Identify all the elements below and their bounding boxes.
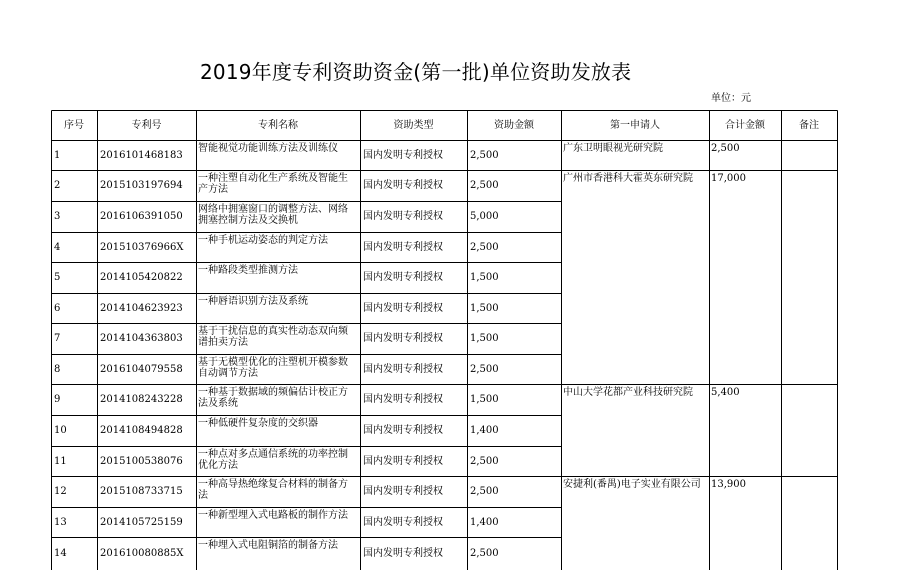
applicant-cell: 广东卫明眼视光研究院 (563, 143, 663, 154)
row-type: 国内发明专利授权 (363, 180, 443, 191)
header-applicant: 第一申请人 (610, 119, 660, 131)
row-type: 国内发明专利授权 (363, 455, 443, 467)
total-cell: 13,900 (711, 479, 746, 490)
page-title: 2019年度专利资助资金(第一批)单位资助发放表 (200, 60, 632, 84)
row-amount: 1,500 (470, 272, 499, 283)
row-patent-no: 2015103197694 (100, 180, 183, 191)
row-no: 12 (54, 486, 67, 497)
row-patent-name: 智能视觉功能训练方法及训练仪 (198, 143, 338, 154)
header-remark: 备注 (799, 119, 819, 131)
row-patent-name: 一种低硬件复杂度的交织器 (198, 418, 318, 429)
row-patent-no: 2015108733715 (100, 486, 183, 497)
row-patent-name: 一种高导热绝缘复合材料的制备方法 (198, 479, 348, 501)
row-type: 国内发明专利授权 (363, 241, 443, 253)
row-amount: 1,500 (470, 333, 499, 344)
applicant-cell: 中山大学花都产业科技研究院 (563, 387, 693, 398)
row-patent-name: 一种新型埋入式电路板的制作方法 (198, 510, 348, 521)
header-patent-name: 专利名称 (258, 119, 298, 131)
row-no: 4 (54, 241, 61, 253)
row-patent-no: 2014108243228 (100, 394, 183, 405)
row-type: 国内发明专利授权 (363, 211, 443, 222)
total-cell: 2,500 (711, 143, 740, 154)
row-patent-name: 一种埋入式电阻铜箔的制备方法 (198, 540, 338, 551)
row-type: 国内发明专利授权 (363, 548, 443, 559)
total-cell: 17,000 (711, 173, 746, 184)
row-patent-no: 2014105420822 (100, 272, 183, 283)
row-patent-name: 一种手机运动姿态的判定方法 (198, 235, 328, 246)
row-type: 国内发明专利授权 (363, 149, 443, 161)
row-patent-no: 2016106391050 (100, 211, 183, 222)
row-no: 7 (54, 333, 61, 344)
row-patent-no: 2016104079558 (100, 363, 183, 375)
row-patent-name: 基于干扰信息的真实性动态双向频谱拍卖方法 (198, 326, 348, 348)
header-amount: 资助金额 (494, 119, 534, 131)
row-no: 11 (54, 455, 67, 467)
row-type: 国内发明专利授权 (363, 272, 443, 283)
remark-cell (781, 384, 837, 476)
row-patent-name: 一种注塑自动化生产系统及智能生产方法 (198, 173, 348, 195)
remark-cell (781, 476, 837, 570)
row-patent-name: 网络中拥塞窗口的调整方法、网络拥塞控制方法及交换机 (198, 204, 348, 226)
row-patent-no: 2014108494828 (100, 425, 183, 436)
row-amount: 2,500 (470, 548, 499, 559)
row-no: 3 (54, 211, 61, 222)
header-type: 资助类型 (393, 119, 434, 131)
row-amount: 2,500 (470, 455, 499, 467)
row-type: 国内发明专利授权 (363, 302, 443, 314)
row-patent-no: 2014104363803 (100, 333, 183, 344)
row-no: 6 (54, 302, 61, 314)
row-no: 2 (54, 180, 61, 191)
row-type: 国内发明专利授权 (363, 425, 443, 436)
row-type: 国内发明专利授权 (363, 363, 443, 375)
row-patent-no: 201510376966X (100, 241, 184, 253)
total-cell: 5,400 (711, 387, 740, 398)
row-no: 9 (54, 394, 61, 405)
row-patent-name: 一种基于数据域的频偏估计校正方法及系统 (198, 387, 348, 409)
row-patent-no: 201610080885X (100, 548, 184, 559)
row-type: 国内发明专利授权 (363, 516, 443, 528)
row-no: 5 (54, 272, 61, 283)
row-amount: 1,400 (470, 516, 499, 528)
remark-cell (781, 140, 837, 170)
row-amount: 2,500 (470, 149, 499, 161)
row-no: 8 (54, 363, 61, 375)
remark-cell (781, 170, 837, 384)
row-amount: 2,500 (470, 486, 499, 497)
row-type: 国内发明专利授权 (363, 486, 443, 497)
row-amount: 2,500 (470, 241, 499, 253)
header-patent-no: 专利号 (131, 119, 162, 131)
row-no: 13 (54, 516, 67, 528)
row-no: 1 (54, 149, 61, 161)
row-type: 国内发明专利授权 (363, 394, 443, 405)
row-amount: 1,400 (470, 425, 499, 436)
row-patent-no: 2015100538076 (100, 455, 183, 467)
row-patent-name: 一种唇语识别方法及系统 (198, 296, 308, 307)
row-patent-no: 2014104623923 (100, 302, 183, 314)
applicant-cell: 广州市香港科大霍英东研究院 (563, 173, 693, 184)
header-total: 合计金额 (725, 119, 765, 131)
row-patent-name: 基于无模型优化的注塑机开模参数自动调节方法 (198, 357, 348, 379)
row-patent-name: 一种点对多点通信系统的功率控制优化方法 (198, 449, 348, 471)
row-no: 10 (54, 425, 67, 436)
row-patent-no: 2016101468183 (100, 149, 183, 161)
row-patent-no: 2014105725159 (100, 516, 183, 528)
row-amount: 1,500 (470, 394, 499, 405)
row-amount: 5,000 (470, 211, 499, 222)
row-amount: 2,500 (470, 363, 499, 375)
unit-label: 单位：元 (711, 93, 751, 104)
row-patent-name: 一种路段类型推测方法 (198, 265, 298, 276)
row-amount: 2,500 (470, 180, 499, 191)
applicant-cell: 安捷利(番禺)电子实业有限公司 (563, 479, 701, 490)
header-no: 序号 (64, 119, 84, 131)
row-amount: 1,500 (470, 302, 499, 314)
row-type: 国内发明专利授权 (363, 333, 443, 344)
row-no: 14 (54, 548, 67, 559)
